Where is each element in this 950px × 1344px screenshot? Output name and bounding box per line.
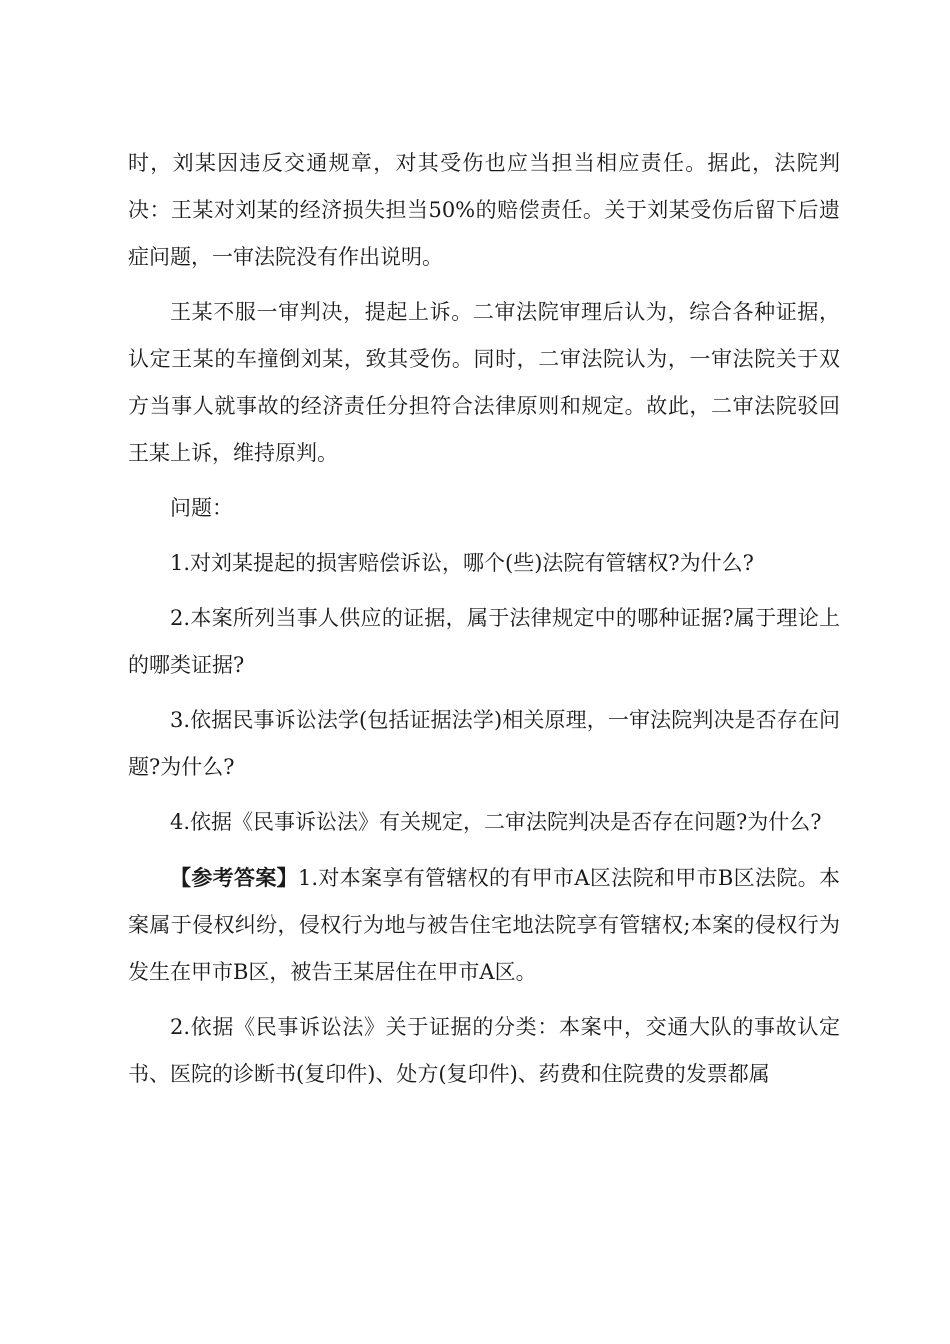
- paragraph-appeal: 王某不服一审判决，提起上诉。二审法院审理后认为，综合各种证据，认定王某的车撞倒刘某，致其受伤。同时，二审法院认为，一审法院关于双方当事人就事故的经济责任分担符合法律原则和规定。故此，二审法院驳回王某上诉，维持原判。: [128, 300, 840, 465]
- answer-2: 2.依据《民事诉讼法》关于证据的分类：本案中，交通大队的事故认定书、医院的诊断书(复印件)、处方(复印件)、药费和住院费的发票都属: [128, 1015, 840, 1086]
- paragraph-continuation: 时，刘某因违反交通规章，对其受伤也应当担当相应责任。据此，法院判决：王某对刘某的经济损失担当50%的赔偿责任。关于刘某受伤后留下后遗症问题，一审法院没有作出说明。: [128, 151, 840, 269]
- question-2: 2.本案所列当事人供应的证据，属于法律规定中的哪种证据?属于理论上的哪类证据?: [128, 606, 840, 677]
- reference-answer-label: 【参考答案】: [170, 865, 299, 890]
- questions-heading: 问题：: [170, 496, 233, 520]
- document-body: [128, 140, 840, 1106]
- question-1: 1.对刘某提起的损害赔偿诉讼，哪个(些)法院有管辖权?为什么?: [170, 551, 754, 575]
- answer-1-text: 1.对本案享有管辖权的有甲市A区法院和甲市B区法院。本案属于侵权纠纷，侵权行为地与被告住宅地法院享有管辖权;本案的侵权行为发生在甲市B区，被告王某居住在甲市A区。: [128, 866, 841, 984]
- question-4: 4.依据《民事诉讼法》有关规定，二审法院判决是否存在问题?为什么?: [170, 810, 822, 834]
- question-3: 3.依据民事诉讼法学(包括证据法学)相关原理，一审法院判决是否存在问题?为什么?: [128, 708, 840, 779]
- answer-1: [128, 854, 840, 996]
